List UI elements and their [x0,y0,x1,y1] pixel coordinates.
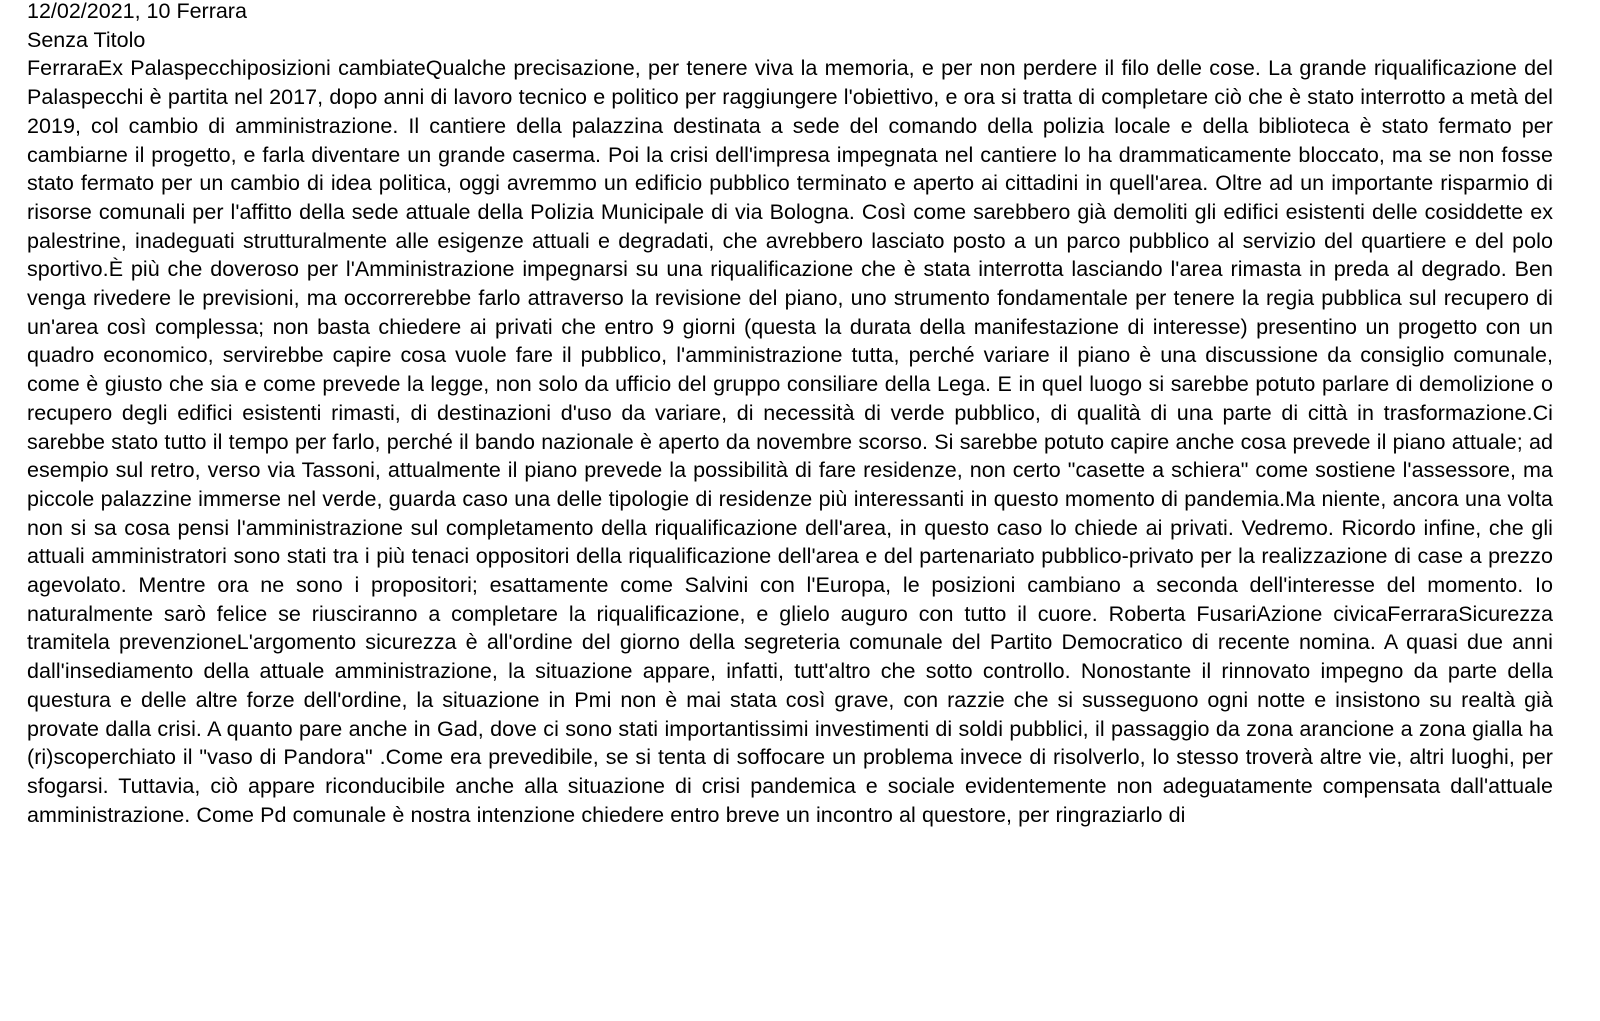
dateline: 12/02/2021, 10 Ferrara [27,0,247,23]
document-title: Senza Titolo [27,27,146,52]
article-body: FerraraEx Palaspecchiposizioni cambiateQualche precisazione, per tenere viva la memoria, e per non perdere il filo delle cose. La grande riqualificazione del Palaspecchi è partita nel 2017, dopo anni di lavoro tecnico e politico per raggiungere l'obiettivo, e ora si tratta di completare ciò che è stato interrotto a metà del 2019, col cambio di amministrazione. Il cantiere della palazzina destinata a sede del comando della polizia locale e della biblioteca è stato fermato per cambiarne il progetto, e farla diventare un grande caserma. Poi la crisi dell'impresa impegnata nel cantiere lo ha drammaticamente bloccato, ma se non fosse stato fermato per un cambio di idea politica, oggi avremmo un edificio pubblico terminato e aperto ai cittadini in quell'area. Oltre ad un importante risparmio di risorse comunali per l'affitto della sede attuale della Polizia Municipale di via Bologna. Così come sarebbero già demoliti gli edifici esistenti delle cosiddette ex palestrine, inadeguati strutturalmente alle esigenze attuali e degradati, che avrebbero lasciato posto a un parco pubblico al servizio del quartiere e del polo sportivo.È più che doveroso per l'Amministrazione impegnarsi su una riqualificazione che è stata interrotta lasciando l'area rimasta in preda al degrado. Ben venga rivedere le previsioni, ma occorrerebbe farlo attraverso la revisione del piano, uno strumento fondamentale per tenere la regia pubblica sul recupero di un'area così complessa; non basta chiedere ai privati che entro 9 giorni (questa la durata della manifestazione di interesse) presentino un progetto con un quadro economico, servirebbe capire cosa vuole fare il pubblico, l'amministrazione tutta, perché variare il piano è una discussione da consiglio comunale, come è giusto che sia e come prevede la legge, non solo da ufficio del gruppo consiliare della Lega. E in quel luogo si sarebbe potuto parlare di demolizione o recupero degli edifici esistenti rimasti, di destinazioni d'uso da variare, di necessità di verde pubblico, di qualità di una parte di città in trasformazione.Ci sarebbe stato tutto il tempo per farlo, perché il bando nazionale è aperto da novembre scorso. Si sarebbe potuto capire anche cosa prevede il piano attuale; ad esempio sul retro, verso via Tassoni, attualmente il piano prevede la possibilità di fare residenze, non certo "casette a schiera" come sostiene l'assessore, ma piccole palazzine immerse nel verde, guarda caso una delle tipologie di residenze più interessanti in questo momento di pandemia.Ma niente, ancora una volta non si sa cosa pensi l'amministrazione sul completamento della riqualificazione dell'area, in questo caso lo chiede ai privati. Vedremo. Ricordo infine, che gli attuali amministratori sono stati tra i più tenaci oppositori della riqualificazione dell'area e del partenariato pubblico-privato per la realizzazione di case a prezzo agevolato. Mentre ora ne sono i propositori; esattamente come Salvini con l'Europa, le posizioni cambiano a seconda dell'interesse del momento. Io naturalmente sarò felice se riusciranno a completare la riqualificazione, e glielo auguro con tutto il cuore. Roberta FusariAzione civicaFerraraSicurezza tramitela prevenzioneL'argomento sicurezza è all'ordine del giorno della segreteria comunale del Partito Democratico di recente nomina. A quasi due anni dall'insediamento della attuale amministrazione, la situazione appare, infatti, tutt'altro che sotto controllo. Nonostante il rinnovato impegno da parte della questura e delle altre forze dell'ordine, la situazione in Pmi non è mai stata così grave, con razzie che si susseguono ogni notte e insistono su realtà già provate dalla crisi. A quanto pare anche in Gad, dove ci sono stati importantissimi investimenti di soldi pubblici, il passaggio da zona arancione a zona gialla ha (ri)scoperchiato il "vaso di Pandora" .Come era prevedibile, se si tenta di soffocare un problema invece di risolverlo, lo stesso troverà altre vie, altri luoghi, per sfogarsi. Tuttavia, ciò appare riconducibile anche alla situazione di crisi pandemica e sociale evidentemente non adeguatamente compensata dall'attuale amministrazione. Come Pd comunale è nostra intenzione chiedere entro breve un incontro al questore, per ringraziarlo di [27,56,1553,827]
document-page [27,0,1553,829]
